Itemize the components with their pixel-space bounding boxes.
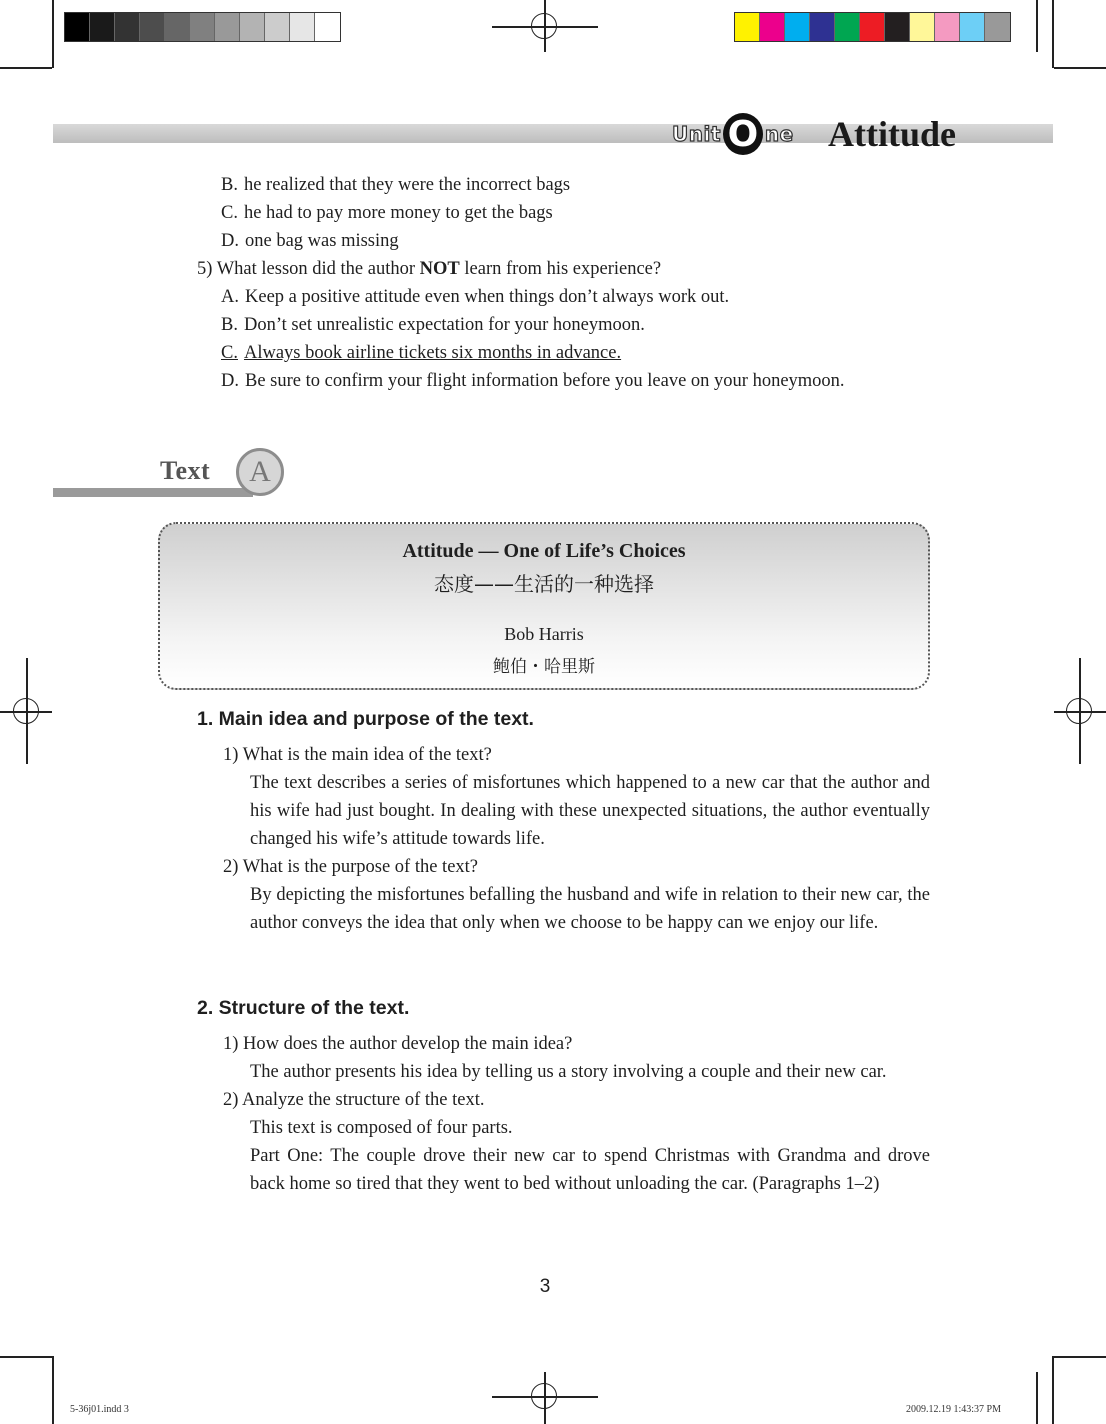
text-title-english: Attitude — One of Life’s Choices (402, 540, 686, 562)
registration-mark (531, 1383, 557, 1409)
unit-word: Unit (672, 122, 721, 146)
color-swatch (265, 13, 290, 41)
section-2-answer-2b: Part One: The couple drove their new car to spend Christmas with Grandma and drove back home so tired that they went to bed without unloading the car. (Paragraphs 1–2) (250, 1146, 930, 1194)
section-1-heading: 1. Main idea and purpose of the text. (197, 708, 534, 730)
registration-mark (13, 698, 39, 724)
color-swatch (165, 13, 190, 41)
color-swatch (935, 13, 960, 41)
author-chinese: 鲍伯・哈里斯 (493, 657, 595, 677)
color-swatch (985, 13, 1010, 41)
registration-mark (1066, 698, 1092, 724)
section-1-question-1: 1) What is the main idea of the text? (223, 745, 492, 765)
color-swatch (115, 13, 140, 41)
color-swatch (315, 13, 340, 41)
color-swatch (240, 13, 265, 41)
unit-badge (672, 112, 794, 156)
text-title-chinese: 态度——生活的一种选择 (434, 572, 654, 596)
color-swatch (90, 13, 115, 41)
color-swatch (910, 13, 935, 41)
section-2-answer-2a: This text is composed of four parts. (250, 1118, 513, 1138)
color-swatch (810, 13, 835, 41)
section-2-answer-1: The author presents his idea by telling us a story involving a couple and their new car. (250, 1062, 887, 1082)
section-tab-bar (53, 488, 253, 497)
option-d: D. one bag was missing (221, 231, 399, 251)
q5-option-b: B. Don’t set unrealistic expectation for your honeymoon. (221, 315, 645, 335)
date-slug: 2009.12.19 1:43:37 PM (906, 1404, 1002, 1415)
q5-option-d: D. Be sure to confirm your flight information before you leave on your honeymoon. (221, 371, 845, 391)
crop-mark (1054, 67, 1106, 69)
color-swatch (290, 13, 315, 41)
option-b: B. he realized that they were the incorrect bags (221, 175, 571, 195)
page-number: 3 (539, 1276, 551, 1297)
question-5: 5) What lesson did the author NOT learn from his experience? (197, 259, 662, 279)
unit-title: Attitude (828, 114, 956, 154)
q5-option-a: A. Keep a positive attitude even when things don’t always work out. (221, 287, 730, 307)
registration-mark (531, 13, 557, 39)
section-1-question-2: 2) What is the purpose of the text? (223, 857, 479, 877)
crop-mark (1036, 1372, 1038, 1424)
color-swatch (65, 13, 90, 41)
section-1-answer-1: The text describes a series of misfortunes which happened to a new car that the author and his wife had just bought. In dealing with these unexpected situations, the author eventually changed his wife’s attitude towards life. (250, 773, 930, 849)
section-label: Text (160, 456, 211, 485)
section-2-question-2: 2) Analyze the structure of the text. (223, 1090, 485, 1110)
crop-mark (0, 1356, 52, 1358)
color-swatch (760, 13, 785, 41)
color-swatch (885, 13, 910, 41)
unit-number-circle: O (723, 113, 763, 155)
color-swatch (960, 13, 985, 41)
text-title-box (158, 522, 930, 690)
crop-mark (1052, 0, 1054, 68)
file-slug: 5-36j01.indd 3 (70, 1404, 129, 1415)
section-2-heading: 2. Structure of the text. (197, 997, 410, 1019)
crop-mark (0, 67, 52, 69)
crop-mark (52, 0, 54, 68)
unit-word-suffix: ne (764, 122, 794, 146)
emphasis-not: NOT (419, 259, 460, 279)
color-swatch (190, 13, 215, 41)
section-letter-circle: A (236, 448, 284, 496)
color-swatch (835, 13, 860, 41)
color-swatch (735, 13, 760, 41)
crop-mark (52, 1356, 54, 1424)
color-swatch (860, 13, 885, 41)
crop-mark (1054, 1356, 1106, 1358)
color-swatch (215, 13, 240, 41)
color-swatch (785, 13, 810, 41)
option-c: C. he had to pay more money to get the bags (221, 203, 553, 223)
crop-mark (1052, 1356, 1054, 1424)
grayscale-color-bar (64, 12, 341, 42)
author-english: Bob Harris (504, 624, 584, 644)
color-swatch (140, 13, 165, 41)
crop-mark (1036, 0, 1038, 52)
process-color-bar (734, 12, 1011, 42)
section-2-question-1: 1) How does the author develop the main idea? (223, 1034, 573, 1054)
q5-option-c-answer: C. Always book airline tickets six months in advance. (221, 343, 622, 363)
section-1-answer-2: By depicting the misfortunes befalling the husband and wife in relation to their new car, the author conveys the idea that only when we choose to be happy can we enjoy our life. (250, 885, 930, 933)
